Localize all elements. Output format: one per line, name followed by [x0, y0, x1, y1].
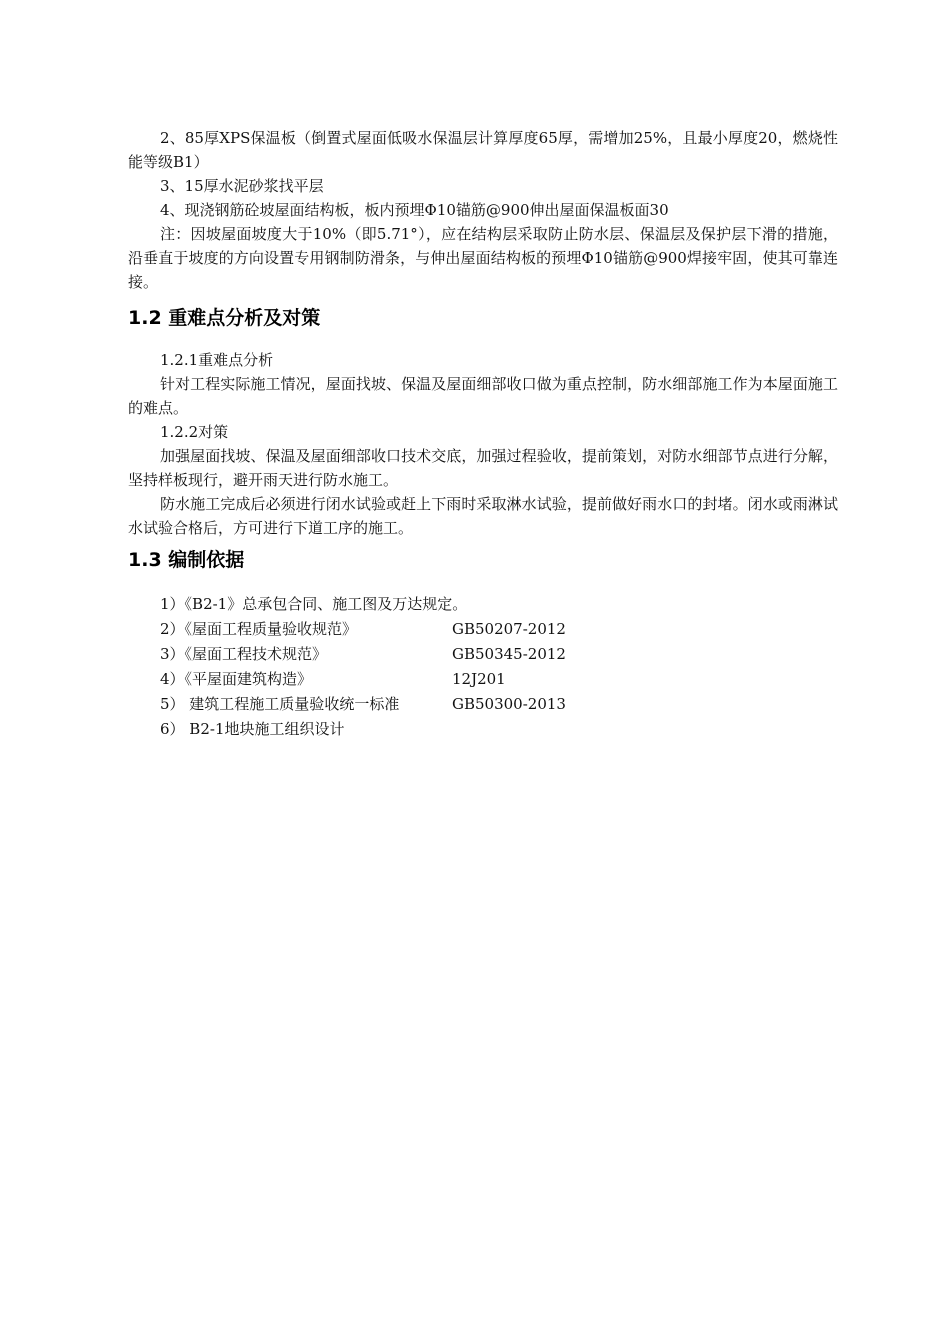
layer-item-xps: 2、85厚XPS保温板（倒置式屋面低吸水保温层计算厚度65厚，需增加25%，且最小厚度20，燃烧性能等级B1） — [128, 129, 838, 171]
reference-title: 6） B2-1地块施工组织设计 — [160, 720, 345, 738]
reference-item — [128, 642, 838, 667]
reference-code: 12J201 — [452, 670, 506, 688]
reference-title: 3）《屋面工程技术规范》 — [160, 645, 328, 663]
slope-note: 注：因坡屋面坡度大于10%（即5.71°），应在结构层采取防止防水层、保温层及保护层下滑的措施，沿垂直于坡度的方向设置专用钢制防滑条，与伸出屋面结构板的预埋Φ10锚筋@900焊接牢固，使其可靠连接。 — [128, 225, 838, 291]
countermeasure-text-1: 加强屋面找坡、保温及屋面细部收口技术交底，加强过程验收，提前策划，对防水细部节点进行分解，坚持样板现行，避开雨天进行防水施工。 — [128, 447, 838, 489]
reference-item — [128, 667, 838, 692]
reference-code: GB50300-2013 — [452, 695, 566, 713]
document-content — [128, 126, 838, 742]
section-heading-1-2: 1.2 重难点分析及对策 — [128, 307, 321, 329]
layer-item-mortar: 3、15厚水泥砂浆找平层 — [160, 177, 324, 195]
reference-title: 2）《屋面工程质量验收规范》 — [160, 620, 358, 638]
reference-item — [128, 717, 838, 742]
difficulty-analysis-text: 针对工程实际施工情况，屋面找坡、保温及屋面细部收口做为重点控制，防水细部施工作为本屋面施工的难点。 — [128, 375, 838, 417]
reference-title: 5） 建筑工程施工质量验收统一标准 — [160, 695, 400, 713]
reference-title: 4）《平屋面建筑构造》 — [160, 670, 313, 688]
countermeasure-text-2: 防水施工完成后必须进行闭水试验或赶上下雨时采取淋水试验，提前做好雨水口的封堵。闭水或雨淋试水试验合格后，方可进行下道工序的施工。 — [128, 495, 838, 537]
reference-code: GB50207-2012 — [452, 620, 566, 638]
subsection-title-1-2-2: 1.2.2对策 — [160, 423, 229, 441]
reference-item — [128, 692, 838, 717]
layer-item-slab: 4、现浇钢筋砼坡屋面结构板，板内预埋Φ10锚筋@900伸出屋面保温板面30 — [160, 201, 669, 219]
subsection-title-1-2-1: 1.2.1重难点分析 — [160, 351, 274, 369]
section-heading-1-3: 1.3 编制依据 — [128, 549, 245, 571]
reference-title: 1）《B2-1》总承包合同、施工图及万达规定。 — [160, 595, 468, 613]
reference-list — [128, 592, 838, 742]
reference-code: GB50345-2012 — [452, 645, 566, 663]
reference-item — [128, 592, 838, 617]
reference-item — [128, 617, 838, 642]
